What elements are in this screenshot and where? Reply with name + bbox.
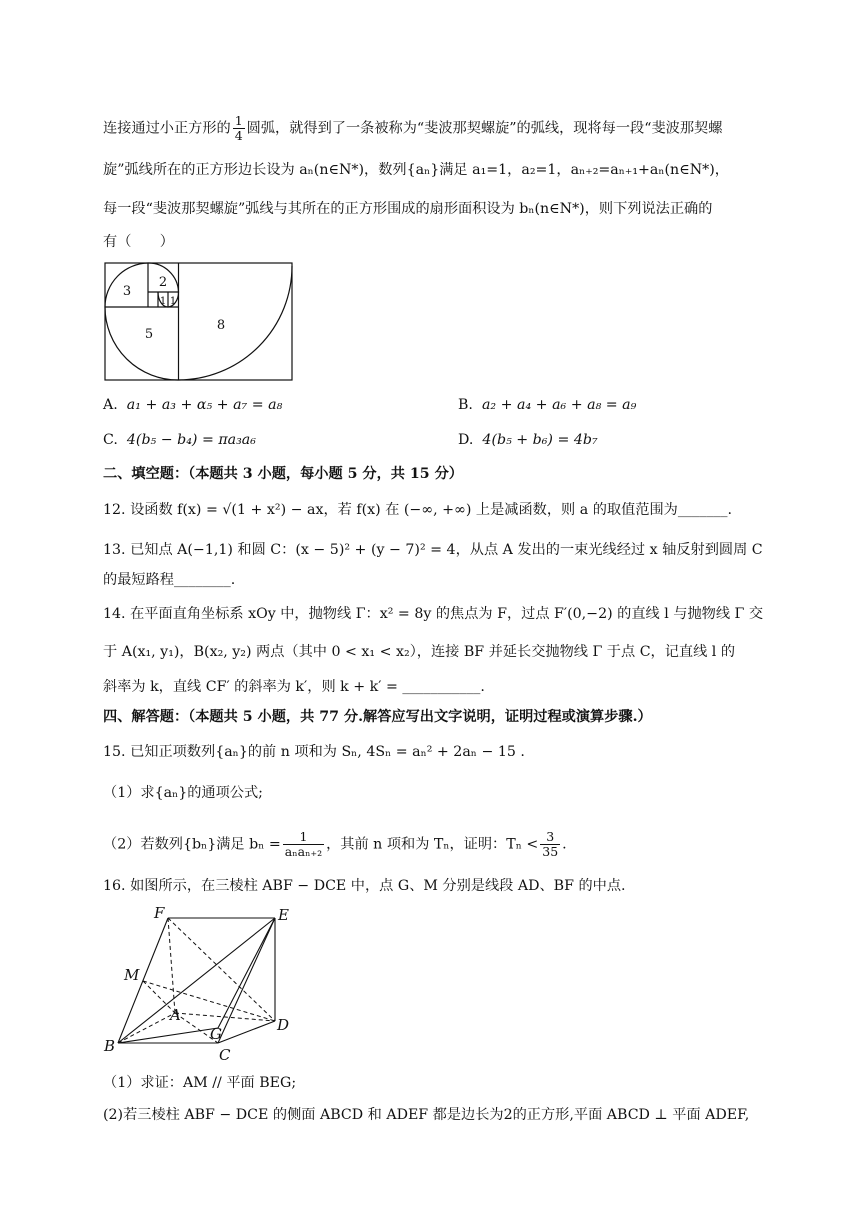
intro-text: 圆弧，就得到了一条被称为“斐波那契螺旋”的弧线，现将每一段“斐波那契螺 (246, 120, 723, 137)
intro-text: 连接通过小正方形的 (103, 120, 231, 137)
q15-text: ，其前 n 项和为 Tₙ，证明：Tₙ < (326, 836, 539, 853)
prism-figure (100, 903, 300, 1065)
option-text: 4(b₅ + b₆) = 4b₇ (482, 432, 598, 448)
intro-line-3: 每一段“斐波那契螺旋”弧线与其所在的正方形围成的扇形面积设为 bₙ(n∈N*)，则下列说法正确的 (103, 201, 713, 217)
vertex-label-a: A (170, 1006, 181, 1024)
fraction-numerator: 3 (540, 830, 560, 845)
edge-be (118, 918, 275, 1043)
square-label-3: 3 (122, 284, 132, 299)
spiral-arc-5 (105, 307, 179, 380)
fraction-bn (283, 830, 324, 859)
question-15-part-1: （1）求{aₙ}的通项公式; (103, 785, 263, 801)
edge-ge (218, 918, 275, 1028)
vertex-label-d: D (277, 1016, 290, 1034)
square-label-5: 5 (144, 327, 154, 342)
option-c[interactable] (103, 430, 256, 450)
vertex-label-c: C (219, 1046, 231, 1064)
square-label-8: 8 (216, 318, 226, 333)
edge-fd-hidden (168, 918, 275, 1021)
question-15-part-2 (103, 830, 778, 859)
question-13-line-2: 的最短路程________. (103, 572, 236, 588)
option-letter: D. (458, 432, 474, 448)
question-13-line-1: 13. 已知点 A(−1,1) 和圆 C：(x − 5)² + (y − 7)² = 4，从点 A 发出的一束光线经过 x 轴反射到圆周 C (103, 542, 763, 558)
outer-rectangle (105, 263, 292, 380)
option-a[interactable] (103, 395, 282, 415)
question-14-line-3: 斜率为 k，直线 CF′ 的斜率为 k′，则 k + k′ = ___________. (103, 679, 485, 695)
fibonacci-spiral-figure (104, 262, 294, 382)
vertex-label-f: F (154, 904, 165, 922)
option-text: 4(b₅ − b₄) = πa₃a₆ (126, 432, 256, 448)
fraction-numerator: 1 (234, 113, 243, 128)
vertex-label-m: M (124, 966, 140, 984)
intro-line-4: 有（ ） (103, 234, 174, 250)
fraction-bound (540, 830, 560, 859)
option-letter: A. (103, 397, 118, 413)
question-16-part-2: (2)若三棱柱 ABF − DCE 的侧面 ABCD 和 ADEF 都是边长为2的正方形,平面 ABCD ⊥ 平面 ADEF, (103, 1107, 750, 1123)
square-label-1: 1 (159, 296, 167, 307)
option-b[interactable] (458, 395, 636, 415)
spiral-arc-8 (179, 266, 293, 380)
question-16-line-1: 16. 如图所示，在三棱柱 ABF − DCE 中，点 G、M 分别是线段 AD、BF 的中点. (103, 878, 626, 894)
edge-fa-hidden (168, 918, 175, 1013)
option-text: a₂ + a₄ + a₆ + a₈ = a₉ (481, 397, 637, 413)
section-title-fill-blank: 二、填空题：（本题共 3 小题，每小题 5 分，共 15 分） (103, 466, 463, 482)
option-letter: B. (458, 397, 473, 413)
vertex-label-g: G (210, 1025, 222, 1043)
fraction-quarter (233, 114, 245, 143)
option-text: a₁ + a₃ + α₅ + a₇ = a₈ (126, 397, 283, 413)
question-16-part-1: （1）求证：AM // 平面 BEG; (103, 1075, 297, 1091)
fraction-denominator: aₙaₙ₊₂ (284, 844, 323, 859)
vertex-label-b: B (104, 1037, 116, 1055)
question-14-line-1: 14. 在平面直角坐标系 xOy 中，抛物线 Γ：x² = 8y 的焦点为 F，过点 F′(0,−2) 的直线 l 与抛物线 Γ 交 (103, 606, 764, 622)
vertex-label-e: E (278, 906, 289, 924)
square-label-1b: 1 (169, 296, 177, 307)
section-title-answers: 四、解答题：（本题共 5 小题，共 77 分.解答应写出文字说明，证明过程或演算步骤.） (103, 709, 652, 725)
intro-line-2: 旋”弧线所在的正方形边长设为 aₙ(n∈N*)，数列{aₙ}满足 a₁=1，a₂=1，aₙ₊₂=aₙ₊₁+aₙ(n∈N*)， (103, 162, 729, 178)
intro-line-1 (103, 114, 778, 143)
option-letter: C. (103, 432, 118, 448)
question-12: 12. 设函数 f(x) = √(1 + x²) − ax，若 f(x) 在 (−∞, +∞) 上是减函数，则 a 的取值范围为_______. (103, 502, 732, 518)
q15-text: （2）若数列{bₙ}满足 bₙ = (103, 836, 281, 853)
question-15-line-1: 15. 已知正项数列{aₙ}的前 n 项和为 Sₙ, 4Sₙ = aₙ² + 2aₙ − 15 . (103, 744, 525, 760)
square-label-2: 2 (158, 275, 168, 290)
fraction-denominator: 4 (234, 128, 243, 143)
option-d[interactable] (458, 430, 598, 450)
q15-text: . (562, 836, 567, 853)
question-14-line-2: 于 A(x₁, y₁)，B(x₂, y₂) 两点（其中 0 < x₁ < x₂），连接 BF 并延长交抛物线 Γ 于点 C，记直线 l 的 (103, 644, 736, 660)
fraction-denominator: 35 (542, 844, 559, 859)
fraction-numerator: 1 (283, 830, 324, 845)
